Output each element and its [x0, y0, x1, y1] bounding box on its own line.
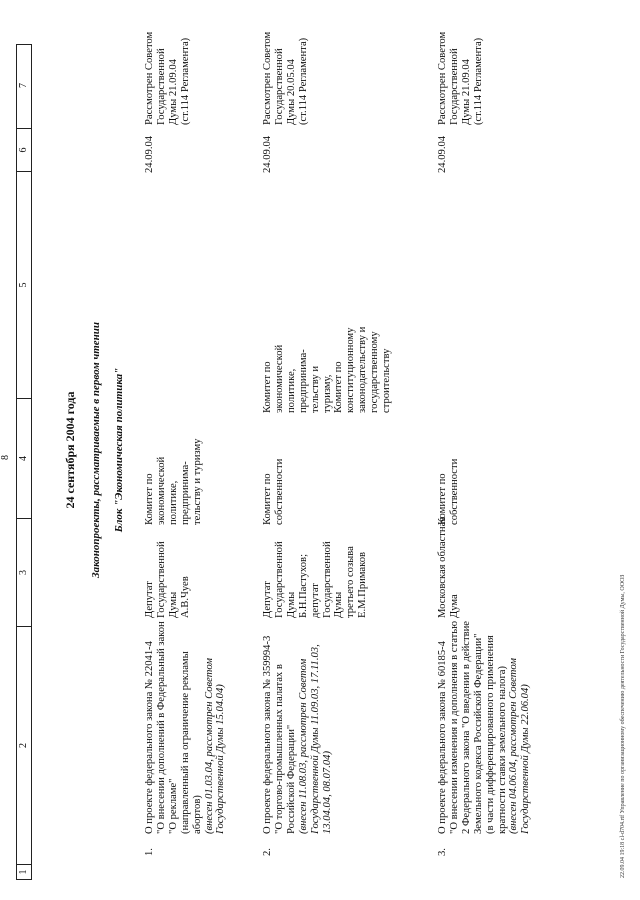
text-line: тельству и туризму [191, 438, 203, 525]
text-line: Депутат [144, 581, 155, 618]
row-2-initiator [262, 541, 369, 618]
text-line: Думы [285, 591, 297, 618]
note-line: (внесен 04.06.04, рассмотрен Советом [508, 658, 520, 834]
text-line: "О внесении дополнений в Федеральный закон [155, 621, 167, 834]
header-col-2: 2 [17, 627, 31, 865]
row-2-title [262, 636, 333, 834]
date-heading: 24 сентября 2004 года [63, 391, 77, 509]
text-line: собственности [273, 458, 285, 525]
text-line: О проекте федерального закона № 22041-4 [144, 641, 155, 834]
text-line: Рассмотрен Советом [437, 31, 448, 125]
text-line: политике, [167, 480, 179, 525]
row-1-number: 1. [144, 848, 155, 856]
text-line: Государственной [448, 48, 460, 125]
text-line: Депутат [262, 581, 273, 618]
note-line: Государственной Думы 15.04.04) [215, 684, 227, 834]
row-1-title [144, 621, 227, 834]
text-line: (в части дифференцированного применения [484, 635, 496, 834]
text-line: А.В.Чуев [179, 576, 191, 618]
row-2-number: 2. [262, 848, 273, 856]
row-2-committee [262, 459, 286, 525]
text-line: государственному [369, 331, 381, 413]
note-line: (внесен 11.08.03, рассмотрен Советом [297, 658, 309, 834]
text-line: туризму, [321, 374, 333, 413]
row-3-number: 3. [437, 848, 448, 856]
header-col-7: 7 [17, 43, 31, 129]
text-line: кратности ставки земельного налога) [496, 665, 508, 834]
text-line: Думы 21.09.04 [460, 59, 472, 125]
text-line: Комитет по [437, 473, 448, 525]
text-line: третьего созыва [345, 546, 357, 618]
text-line: собственности [448, 458, 460, 525]
text-line: Думы [167, 591, 179, 618]
text-line: экономической [155, 456, 167, 525]
text-line: "О торгово-промышленных палатах в [273, 664, 285, 834]
text-line: (ст.114 Регламента) [472, 37, 484, 125]
text-line: Рассмотрен Советом [262, 31, 273, 125]
text-line: Е.М.Примаков [357, 551, 369, 618]
row-3-status [437, 32, 485, 125]
text-line: Государственной [155, 48, 167, 125]
section-title: Законопроекты, рассматриваемые в первом чтении [90, 322, 102, 578]
text-line: конституционному [345, 327, 357, 413]
text-line: предпринима- [179, 461, 191, 525]
text-line: строительству [381, 348, 393, 413]
text-line: Московская областная [437, 516, 448, 618]
header-col-4: 4 [17, 399, 31, 519]
text-line: Думы 20.05.04 [285, 59, 297, 125]
header-col-3: 3 [17, 519, 31, 627]
note-line: Государственной Думы 22.06.04) [520, 684, 532, 834]
text-line: О проекте федерального закона № 359994-3 [262, 635, 273, 834]
text-line: Государственной [321, 541, 333, 618]
text-line: О проекте федерального закона № 60185-4 [437, 641, 448, 834]
row-1-committee [144, 439, 204, 525]
text-line: предпринима- [297, 349, 309, 413]
text-line: абортов) [191, 795, 203, 834]
row-2-date: 24.09.04 [262, 135, 273, 173]
text-line: 2 Федерального закона "О введении в действие [460, 621, 472, 834]
header-col-6: 6 [17, 129, 31, 172]
text-line: Комитет по [144, 473, 155, 525]
text-line: (ст.114 Регламента) [297, 37, 309, 125]
row-3-initiator [437, 517, 461, 618]
text-line: депутат [309, 583, 321, 618]
text-line: "О рекламе" [167, 778, 179, 834]
text-line: Государственной [155, 541, 167, 618]
row-1-initiator [144, 541, 192, 618]
text-line: Рассмотрен Советом [144, 31, 155, 125]
text-line: "О внесении изменения и дополнения в статью [448, 620, 460, 834]
text-line: Б.Н.Пастухов; [297, 553, 309, 618]
text-line: тельству и [309, 365, 321, 413]
text-line: Думы 21.09.04 [167, 59, 179, 125]
page-number: 8 [0, 455, 11, 460]
block-title: Блок "Экономическая политика" [113, 367, 125, 533]
text-line: Российской Федерации" [285, 724, 297, 834]
text-line: Комитет по [262, 361, 273, 413]
column-number-header [16, 44, 32, 880]
text-line: Думы [333, 591, 345, 618]
row-3-title [437, 621, 532, 834]
footer-note: 22.09.04 19:18 cl-d704.rtf Управление по организационному обеспечению деятельности Государственной Думы, ОООЗ [620, 574, 626, 878]
text-line: экономической [273, 344, 285, 413]
text-line: Земельного кодекса Российской Федерации" [472, 633, 484, 834]
note-line: 13.04.04, 08.07.04) [321, 751, 333, 834]
text-line: Государственной [273, 541, 285, 618]
text-line: (направленный на ограничение рекламы [179, 651, 191, 834]
header-col-5: 5 [17, 172, 31, 399]
text-line: законодательству и [357, 326, 369, 413]
row-3-committee [437, 459, 461, 525]
row-1-status [144, 32, 192, 125]
note-line: (внесен 01.03.04, рассмотрен Советом [203, 658, 215, 834]
row-1-date: 24.09.04 [144, 135, 155, 173]
text-line: (ст.114 Регламента) [179, 37, 191, 125]
text-line: Комитет по [262, 473, 273, 525]
row-2-status [262, 32, 310, 125]
text-line: Государственной [273, 48, 285, 125]
note-line: Государственной Думы 11.09.03, 17.11.03, [309, 644, 321, 834]
text-line: Комитет по [333, 361, 345, 413]
text-line: Дума [448, 594, 460, 618]
row-2-co-committee [262, 327, 393, 413]
row-3-date: 24.09.04 [437, 135, 448, 173]
header-col-1: 1 [18, 869, 29, 875]
text-line: политике, [285, 368, 297, 413]
